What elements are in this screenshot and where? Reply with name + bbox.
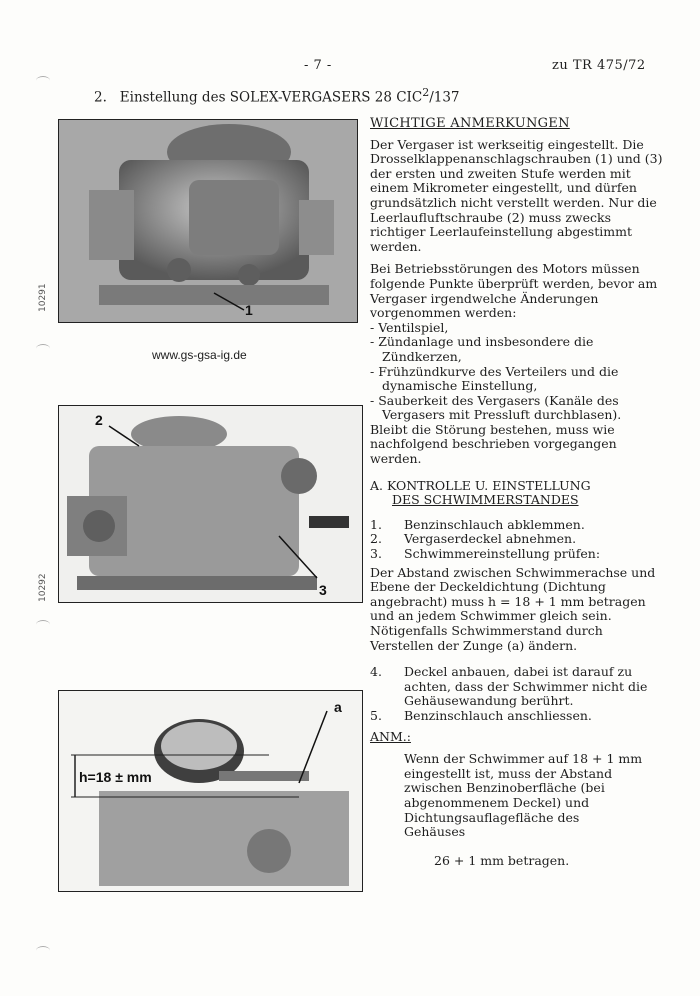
callout-a: a xyxy=(334,699,342,715)
step-item xyxy=(370,532,670,547)
callout-2: 2 xyxy=(95,412,103,428)
step-number: 2. xyxy=(370,531,382,547)
notes-heading: WICHTIGE ANMERKUNGEN xyxy=(370,116,570,131)
margin-mark xyxy=(36,946,50,955)
dimension-label-h: h=18 ± mm xyxy=(79,769,152,785)
figure-code-1: 10291 xyxy=(38,283,48,312)
step-item xyxy=(370,518,670,533)
step-text: Benzinschlauch abklemmen. xyxy=(404,516,585,532)
notes-block xyxy=(370,117,670,868)
step-number: 1. xyxy=(370,516,382,532)
section-title-text: Einstellung des SOLEX-VERGASERS 28 CIC xyxy=(119,89,423,106)
step-text: Schwimmereinstellung prüfen: xyxy=(404,546,601,562)
step-number: 4. xyxy=(370,664,382,680)
carburetor-photo-1 xyxy=(59,120,357,322)
step-item xyxy=(370,547,670,562)
steps-list-1 xyxy=(370,518,670,562)
section-title-suffix: /137 xyxy=(429,89,460,106)
step-text: Vergaserdeckel abnehmen. xyxy=(404,531,577,547)
notes-paragraph-1: Der Vergaser ist werkseitig eingestellt. Die Drosselklappenanschlagschrauben (1) und (3) der ersten und zweiten Stufe werden mit einem Mikrometer eingestellt, und dürfen grundsätzlich nicht verstellt werden. Nur die Leerlaufluftschraube (2) muss zwecks richtiger Leerlaufeinstellung abgestimmt werden. xyxy=(370,136,663,254)
section-number: 2. xyxy=(94,89,107,106)
step-item xyxy=(370,709,670,724)
figure-code-2: 10292 xyxy=(38,573,48,602)
check-list xyxy=(370,321,670,423)
steps-list-2 xyxy=(370,665,670,723)
margin-mark xyxy=(36,620,50,629)
carburetor-photo-2 xyxy=(59,406,362,602)
callout-3: 3 xyxy=(319,582,327,598)
section-a-heading-2: DES SCHWIMMERSTANDES xyxy=(392,492,579,508)
document-reference: zu TR 475/72 xyxy=(552,58,646,73)
step-item xyxy=(370,665,670,709)
figure-carburetor-top xyxy=(58,119,358,323)
watermark-url: www.gs-gsa-ig.de xyxy=(152,348,247,362)
check-item: - Frühzündkurve des Verteilers und die dynamische Einstellung, xyxy=(370,363,619,394)
figure-float-level xyxy=(58,690,363,892)
step-number: 5. xyxy=(370,707,382,723)
section-a-heading-1: A. KONTROLLE U. EINSTELLUNG xyxy=(370,477,591,493)
check-item: - Sauberkeit des Vergasers (Kanäle des Vergasers mit Pressluft durchblasen). xyxy=(370,392,622,423)
notes-paragraph-2: Bei Betriebsstörungen des Motors müssen folgende Punkte überprüft werden, bevor am Vergaser irgendwelche Änderungen vorgenommen werden: xyxy=(370,261,658,321)
step-text: Deckel anbauen, dabei ist darauf zu achten, dass der Schwimmer nicht die Gehäusewandung berührt. xyxy=(404,664,648,709)
float-spec-paragraph: Der Abstand zwischen Schwimmerachse und Ebene der Deckeldichtung (Dichtung angebracht) muss h = 18 + 1 mm betragen und an jedem Schwimmer gleich sein. Nötigenfalls Schwimmerstand durch Verstellen der Zunge (a) ändern. xyxy=(370,564,656,653)
anm-label: ANM.: xyxy=(370,728,411,744)
step-text: Benzinschlauch anschliessen. xyxy=(404,707,592,723)
check-item: - Ventilspiel, xyxy=(370,319,449,335)
anm-text: Wenn der Schwimmer auf 18 + 1 mm eingestellt ist, muss der Abstand zwischen Benzinoberfläche (bei abgenommenem Deckel) und Dichtungsauflagefläche des Gehäuses xyxy=(404,751,643,840)
page-number: - 7 - xyxy=(304,58,332,73)
step-number: 3. xyxy=(370,546,382,562)
check-item: - Zündanlage und insbesondere die Zündkerzen, xyxy=(370,334,594,364)
margin-mark xyxy=(36,76,50,85)
carburetor-photo-3 xyxy=(59,691,362,891)
section-title xyxy=(94,86,460,106)
figure-carburetor-side xyxy=(58,405,363,603)
callout-1: 1 xyxy=(245,302,253,318)
section-title-superscript: 2 xyxy=(422,86,430,99)
anm-result: 26 + 1 mm betragen. xyxy=(434,852,570,868)
notes-paragraph-3: Bleibt die Störung bestehen, muss wie nachfolgend beschrieben vorgegangen werden. xyxy=(370,421,617,467)
margin-mark xyxy=(36,344,50,353)
